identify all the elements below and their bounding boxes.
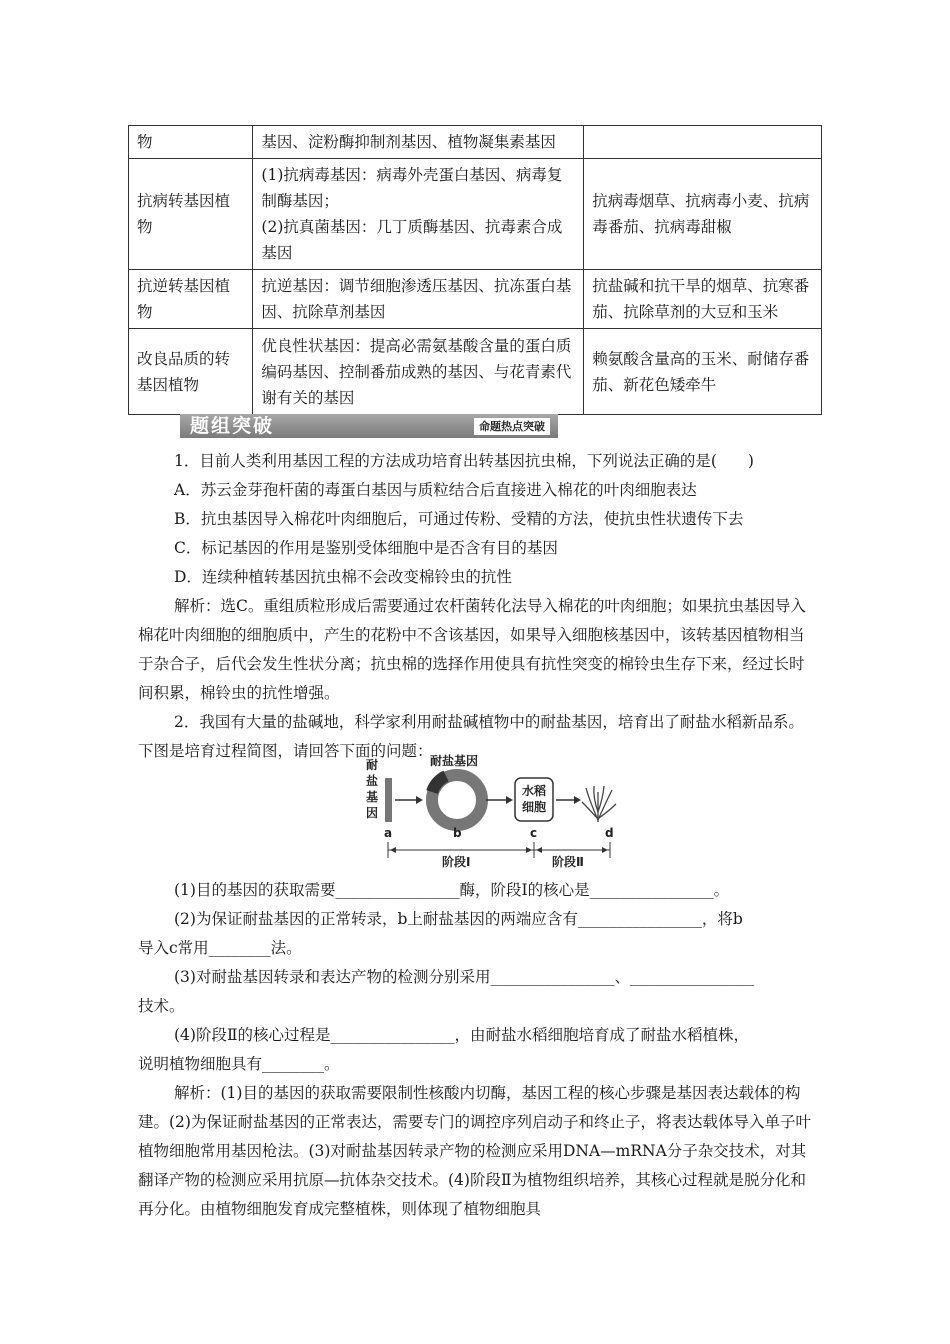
- cell-label-1: 水稻: [522, 784, 547, 798]
- table-cell-category: 改良品质的转基因植物: [129, 329, 253, 415]
- table-cell-examples: 抗病毒烟草、抗病毒小麦、抗病毒番茄、抗病毒甜椒: [584, 159, 822, 270]
- gene-label: 耐盐基因: [430, 754, 479, 768]
- option-d: D．连续种植转基因抗虫棉不会改变棉铃虫的抗性: [174, 568, 512, 586]
- table-cell-genes: (1)抗病毒基因：病毒外壳蛋白基因、病毒复制酶基因； (2)抗真菌基因：几丁质酶基因、抗毒素合成基因: [253, 159, 584, 270]
- point-d: d: [605, 826, 614, 840]
- table-cell-genes: 优良性状基因：提高必需氨基酸含量的蛋白质编码基因、控制番茄成熟的基因、与花青素代谢有关的基因: [253, 329, 584, 415]
- arrow-head: [390, 847, 396, 853]
- sub-question-4-line-2: 说明植物细胞具有________。: [138, 1055, 340, 1073]
- point-a: a: [384, 826, 393, 840]
- table-cell-genes: 基因、淀粉酶抑制剂基因、植物凝集素基因: [253, 126, 584, 159]
- question-2-analysis: 解析：(1)目的基因的获取需要限制性核酸内切酶，基因工程的核心步骤是基因表达载体的构建。(2)为保证耐盐基因的正常表达，需要专门的调控序列启动子和终止子，将表达载体导入单子叶植物细胞常用基因枪法。(3)对耐盐基因转录产物的检测应采用DNA—mRNA分子杂交技术，对其翻译产物的检测应采用抗原—抗体杂交技术。(4)阶段Ⅱ为植物组织培养，其核心过程就是脱分化和再分化。由植物细胞发育成完整植株，则体现了植物细胞具: [138, 1084, 811, 1218]
- question-2-stem: 2．我国有大量的盐碱地，科学家利用耐盐碱植物中的耐盐基因，培育出了耐盐水稻新品系。下图是培育过程简图，请回答下面的问题：: [138, 713, 804, 760]
- table-row: [129, 159, 822, 270]
- table-row: [129, 329, 822, 415]
- cell-label-2: 细胞: [522, 800, 547, 814]
- sub-question-1: (1)目的基因的获取需要________________酶，阶段Ⅰ的核心是________________。: [174, 881, 730, 899]
- stage-1-label: 阶段Ⅰ: [442, 855, 471, 869]
- left-label-1: 耐: [366, 758, 379, 772]
- section-banner: [180, 414, 558, 438]
- sub-question-2-line-2: 导入c常用________法。: [138, 939, 302, 957]
- arrow-head: [526, 847, 532, 853]
- sub-question-4-line-1: (4)阶段Ⅱ的核心过程是________________，由耐盐水稻细胞培育成了耐盐水稻植株，: [174, 1026, 749, 1044]
- breeding-process-diagram: [360, 752, 622, 872]
- left-label-2: 盐: [366, 774, 379, 788]
- left-label-4: 因: [366, 806, 379, 820]
- arrow-head: [536, 847, 542, 853]
- banner-tag: 命题热点突破: [474, 418, 550, 435]
- table-cell-examples: 抗盐碱和抗干旱的烟草、抗寒番茄、抗除草剂的大豆和玉米: [584, 270, 822, 329]
- question-1-stem: 1．目前人类利用基因工程的方法成功培育出转基因抗虫棉，下列说法正确的是( ): [174, 452, 754, 470]
- stage-2-label: 阶段Ⅱ: [552, 855, 584, 869]
- option-b: B．抗虫基因导入棉花叶肉细胞后，可通过传粉、受精的方法，使抗虫性状遗传下去: [174, 510, 744, 528]
- table-cell-examples: [584, 126, 822, 159]
- arrow-head: [574, 796, 581, 804]
- option-a: A．苏云金芽孢杆菌的毒蛋白基因与质粒结合后直接进入棉花的叶肉细胞表达: [174, 481, 697, 499]
- rice-plant-icon: [582, 786, 616, 822]
- left-label-3: 基: [366, 790, 379, 804]
- table-cell-category: 抗病转基因植物: [129, 159, 253, 270]
- table-cell-examples: 赖氨酸含量高的玉米、耐储存番茄、新花色矮牵牛: [584, 329, 822, 415]
- point-c: c: [530, 826, 538, 840]
- option-c: C．标记基因的作用是鉴别受体细胞中是否含有目的基因: [174, 539, 558, 557]
- sub-question-3-line-2: 技术。: [138, 997, 185, 1015]
- question-1-analysis: 解析：选C。重组质粒形成后需要通过农杆菌转化法导入棉花的叶肉细胞；如果抗虫基因导入棉花叶肉细胞的细胞质中，产生的花粉中不含该基因，如果导入细胞核基因中，该转基因植物相当于杂合子，后代会发生性状分离；抗虫棉的选择作用使具有抗性突变的棉铃虫生存下来，经过长时间积累，棉铃虫的抗性增强。: [138, 597, 806, 702]
- table-cell-category: 抗逆转基因植物: [129, 270, 253, 329]
- arrow-head: [416, 796, 423, 804]
- sub-question-3-line-1: (3)对耐盐基因转录和表达产物的检测分别采用________________、________________: [174, 968, 754, 986]
- table-row: [129, 270, 822, 329]
- arrow-head: [602, 847, 608, 853]
- inserted-gene-segment: [432, 776, 446, 792]
- banner-label: 题组突破: [190, 415, 275, 437]
- sub-question-2-line-1: (2)为保证耐盐基因的正常转录，b上耐盐基因的两端应含有________________，将b: [174, 910, 743, 928]
- point-b: b: [453, 826, 462, 840]
- table-cell-category: 物: [129, 126, 253, 159]
- table-row: [129, 126, 822, 159]
- transgenic-plants-table: [128, 125, 822, 415]
- table-cell-genes: 抗逆基因：调节细胞渗透压基因、抗冻蛋白基因、抗除草剂基因: [253, 270, 584, 329]
- gene-bar: [385, 778, 392, 822]
- arrow-head: [506, 796, 513, 804]
